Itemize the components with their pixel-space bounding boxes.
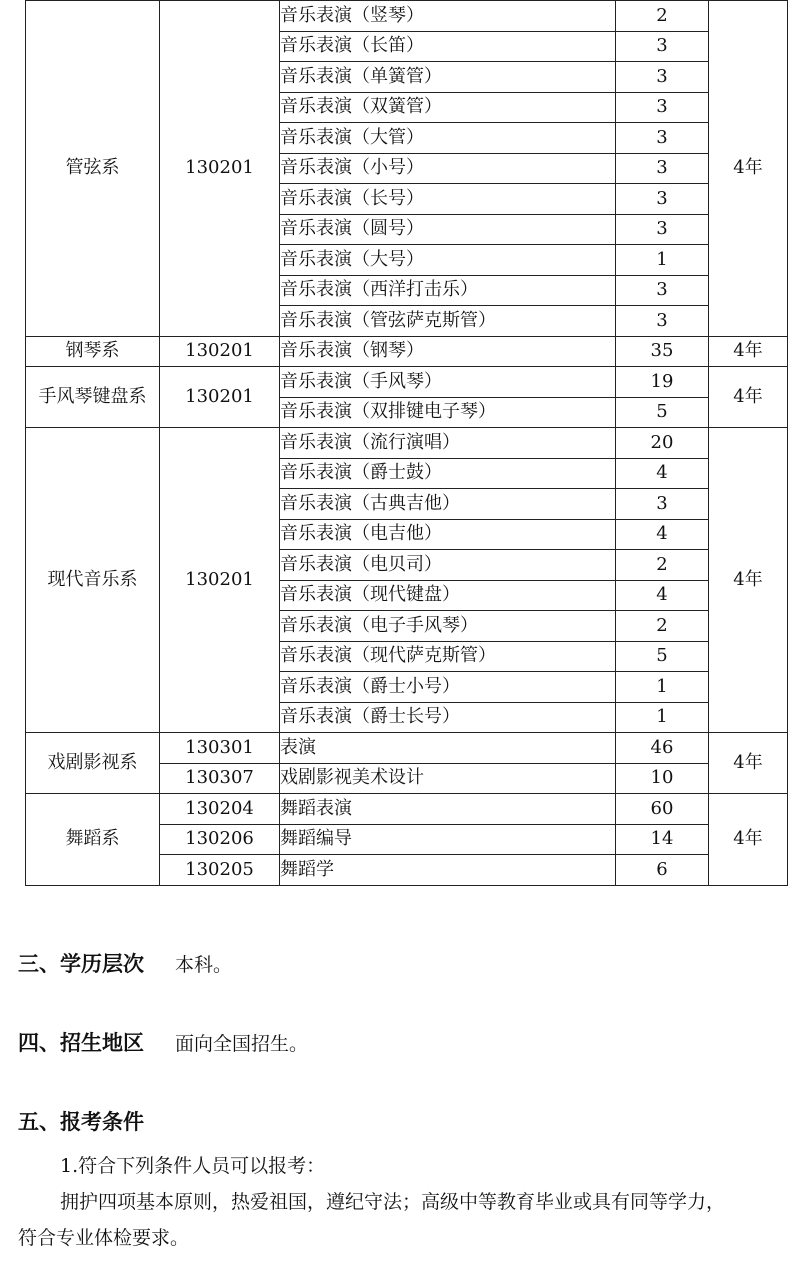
major-name-cell: 音乐表演（小号）	[280, 153, 616, 184]
quota-cell: 46	[616, 733, 709, 764]
major-code-cell: 130201	[160, 1, 280, 337]
department-cell: 管弦系	[26, 1, 160, 337]
major-name-cell: 音乐表演（现代萨克斯管）	[280, 641, 616, 672]
quota-cell: 1	[616, 245, 709, 276]
quota-cell: 4	[616, 580, 709, 611]
table-row	[26, 367, 788, 398]
major-name-cell: 音乐表演（长号）	[280, 184, 616, 215]
major-name-cell: 音乐表演（手风琴）	[280, 367, 616, 398]
table-row	[26, 794, 788, 825]
quota-cell: 14	[616, 824, 709, 855]
department-cell: 舞蹈系	[26, 794, 160, 886]
quota-cell: 2	[616, 1, 709, 32]
major-name-cell: 音乐表演（单簧管）	[280, 62, 616, 93]
major-code-cell: 130206	[160, 824, 280, 855]
quota-cell: 3	[616, 275, 709, 306]
quota-cell: 6	[616, 855, 709, 886]
table-row	[26, 733, 788, 764]
quota-cell: 3	[616, 123, 709, 154]
major-code-cell: 130204	[160, 794, 280, 825]
major-code-cell: 130307	[160, 763, 280, 794]
quota-cell: 5	[616, 641, 709, 672]
department-cell: 钢琴系	[26, 336, 160, 367]
major-code-cell: 130205	[160, 855, 280, 886]
table-row	[26, 428, 788, 459]
section-5-item-1: 1.符合下列条件人员可以报考：	[60, 1155, 326, 1177]
quota-cell: 2	[616, 611, 709, 642]
quota-cell: 60	[616, 794, 709, 825]
duration-cell: 4年	[709, 336, 788, 367]
major-name-cell: 表演	[280, 733, 616, 764]
major-name-cell: 音乐表演（大号）	[280, 245, 616, 276]
duration-cell: 4年	[709, 367, 788, 428]
quota-cell: 3	[616, 214, 709, 245]
quota-cell: 3	[616, 489, 709, 520]
quota-cell: 35	[616, 336, 709, 367]
major-name-cell: 音乐表演（爵士鼓）	[280, 458, 616, 489]
quota-cell: 3	[616, 92, 709, 123]
major-name-cell: 音乐表演（爵士长号）	[280, 702, 616, 733]
major-name-cell: 音乐表演（电吉他）	[280, 519, 616, 550]
department-cell: 手风琴键盘系	[26, 367, 160, 428]
major-code-cell: 130301	[160, 733, 280, 764]
quota-cell: 20	[616, 428, 709, 459]
duration-cell: 4年	[709, 794, 788, 886]
quota-cell: 3	[616, 62, 709, 93]
major-name-cell: 音乐表演（双簧管）	[280, 92, 616, 123]
quota-cell: 3	[616, 153, 709, 184]
section-5-text-line-2: 符合专业体检要求。	[18, 1227, 190, 1249]
major-name-cell: 音乐表演（爵士小号）	[280, 672, 616, 703]
table-row	[26, 336, 788, 367]
table-row	[26, 1, 788, 32]
major-name-cell: 音乐表演（管弦萨克斯管）	[280, 306, 616, 337]
duration-cell: 4年	[709, 1, 788, 337]
major-name-cell: 音乐表演（钢琴）	[280, 336, 616, 367]
section-3-value: 本科。	[175, 954, 233, 976]
quota-cell: 19	[616, 367, 709, 398]
major-code-cell: 130201	[160, 428, 280, 733]
section-3-title: 三、学历层次	[18, 952, 144, 976]
quota-cell: 4	[616, 458, 709, 489]
quota-cell: 3	[616, 31, 709, 62]
quota-cell: 4	[616, 519, 709, 550]
major-name-cell: 音乐表演（古典吉他）	[280, 489, 616, 520]
major-name-cell: 音乐表演（竖琴）	[280, 1, 616, 32]
duration-cell: 4年	[709, 428, 788, 733]
major-name-cell: 音乐表演（电子手风琴）	[280, 611, 616, 642]
department-cell: 现代音乐系	[26, 428, 160, 733]
major-name-cell: 音乐表演（流行演唱）	[280, 428, 616, 459]
quota-cell: 1	[616, 702, 709, 733]
major-name-cell: 舞蹈学	[280, 855, 616, 886]
quota-cell: 3	[616, 306, 709, 337]
major-name-cell: 戏剧影视美术设计	[280, 763, 616, 794]
major-name-cell: 音乐表演（电贝司）	[280, 550, 616, 581]
quota-cell: 5	[616, 397, 709, 428]
duration-cell: 4年	[709, 733, 788, 794]
quota-cell: 1	[616, 672, 709, 703]
quota-cell: 2	[616, 550, 709, 581]
major-name-cell: 音乐表演（长笛）	[280, 31, 616, 62]
major-name-cell: 舞蹈编导	[280, 824, 616, 855]
section-4-value: 面向全国招生。	[175, 1033, 309, 1055]
major-name-cell: 舞蹈表演	[280, 794, 616, 825]
major-name-cell: 音乐表演（大管）	[280, 123, 616, 154]
department-cell: 戏剧影视系	[26, 733, 160, 794]
section-4-title: 四、招生地区	[18, 1031, 144, 1055]
major-name-cell: 音乐表演（圆号）	[280, 214, 616, 245]
major-name-cell: 音乐表演（西洋打击乐）	[280, 275, 616, 306]
major-name-cell: 音乐表演（现代键盘）	[280, 580, 616, 611]
section-5-text-line-1: 拥护四项基本原则，热爱祖国，遵纪守法；高级中等教育毕业或具有同等学力，	[60, 1191, 726, 1213]
quota-cell: 10	[616, 763, 709, 794]
enrollment-table	[25, 0, 788, 886]
major-code-cell: 130201	[160, 336, 280, 367]
quota-cell: 3	[616, 184, 709, 215]
major-name-cell: 音乐表演（双排键电子琴）	[280, 397, 616, 428]
major-code-cell: 130201	[160, 367, 280, 428]
section-5-title: 五、报考条件	[18, 1110, 144, 1134]
